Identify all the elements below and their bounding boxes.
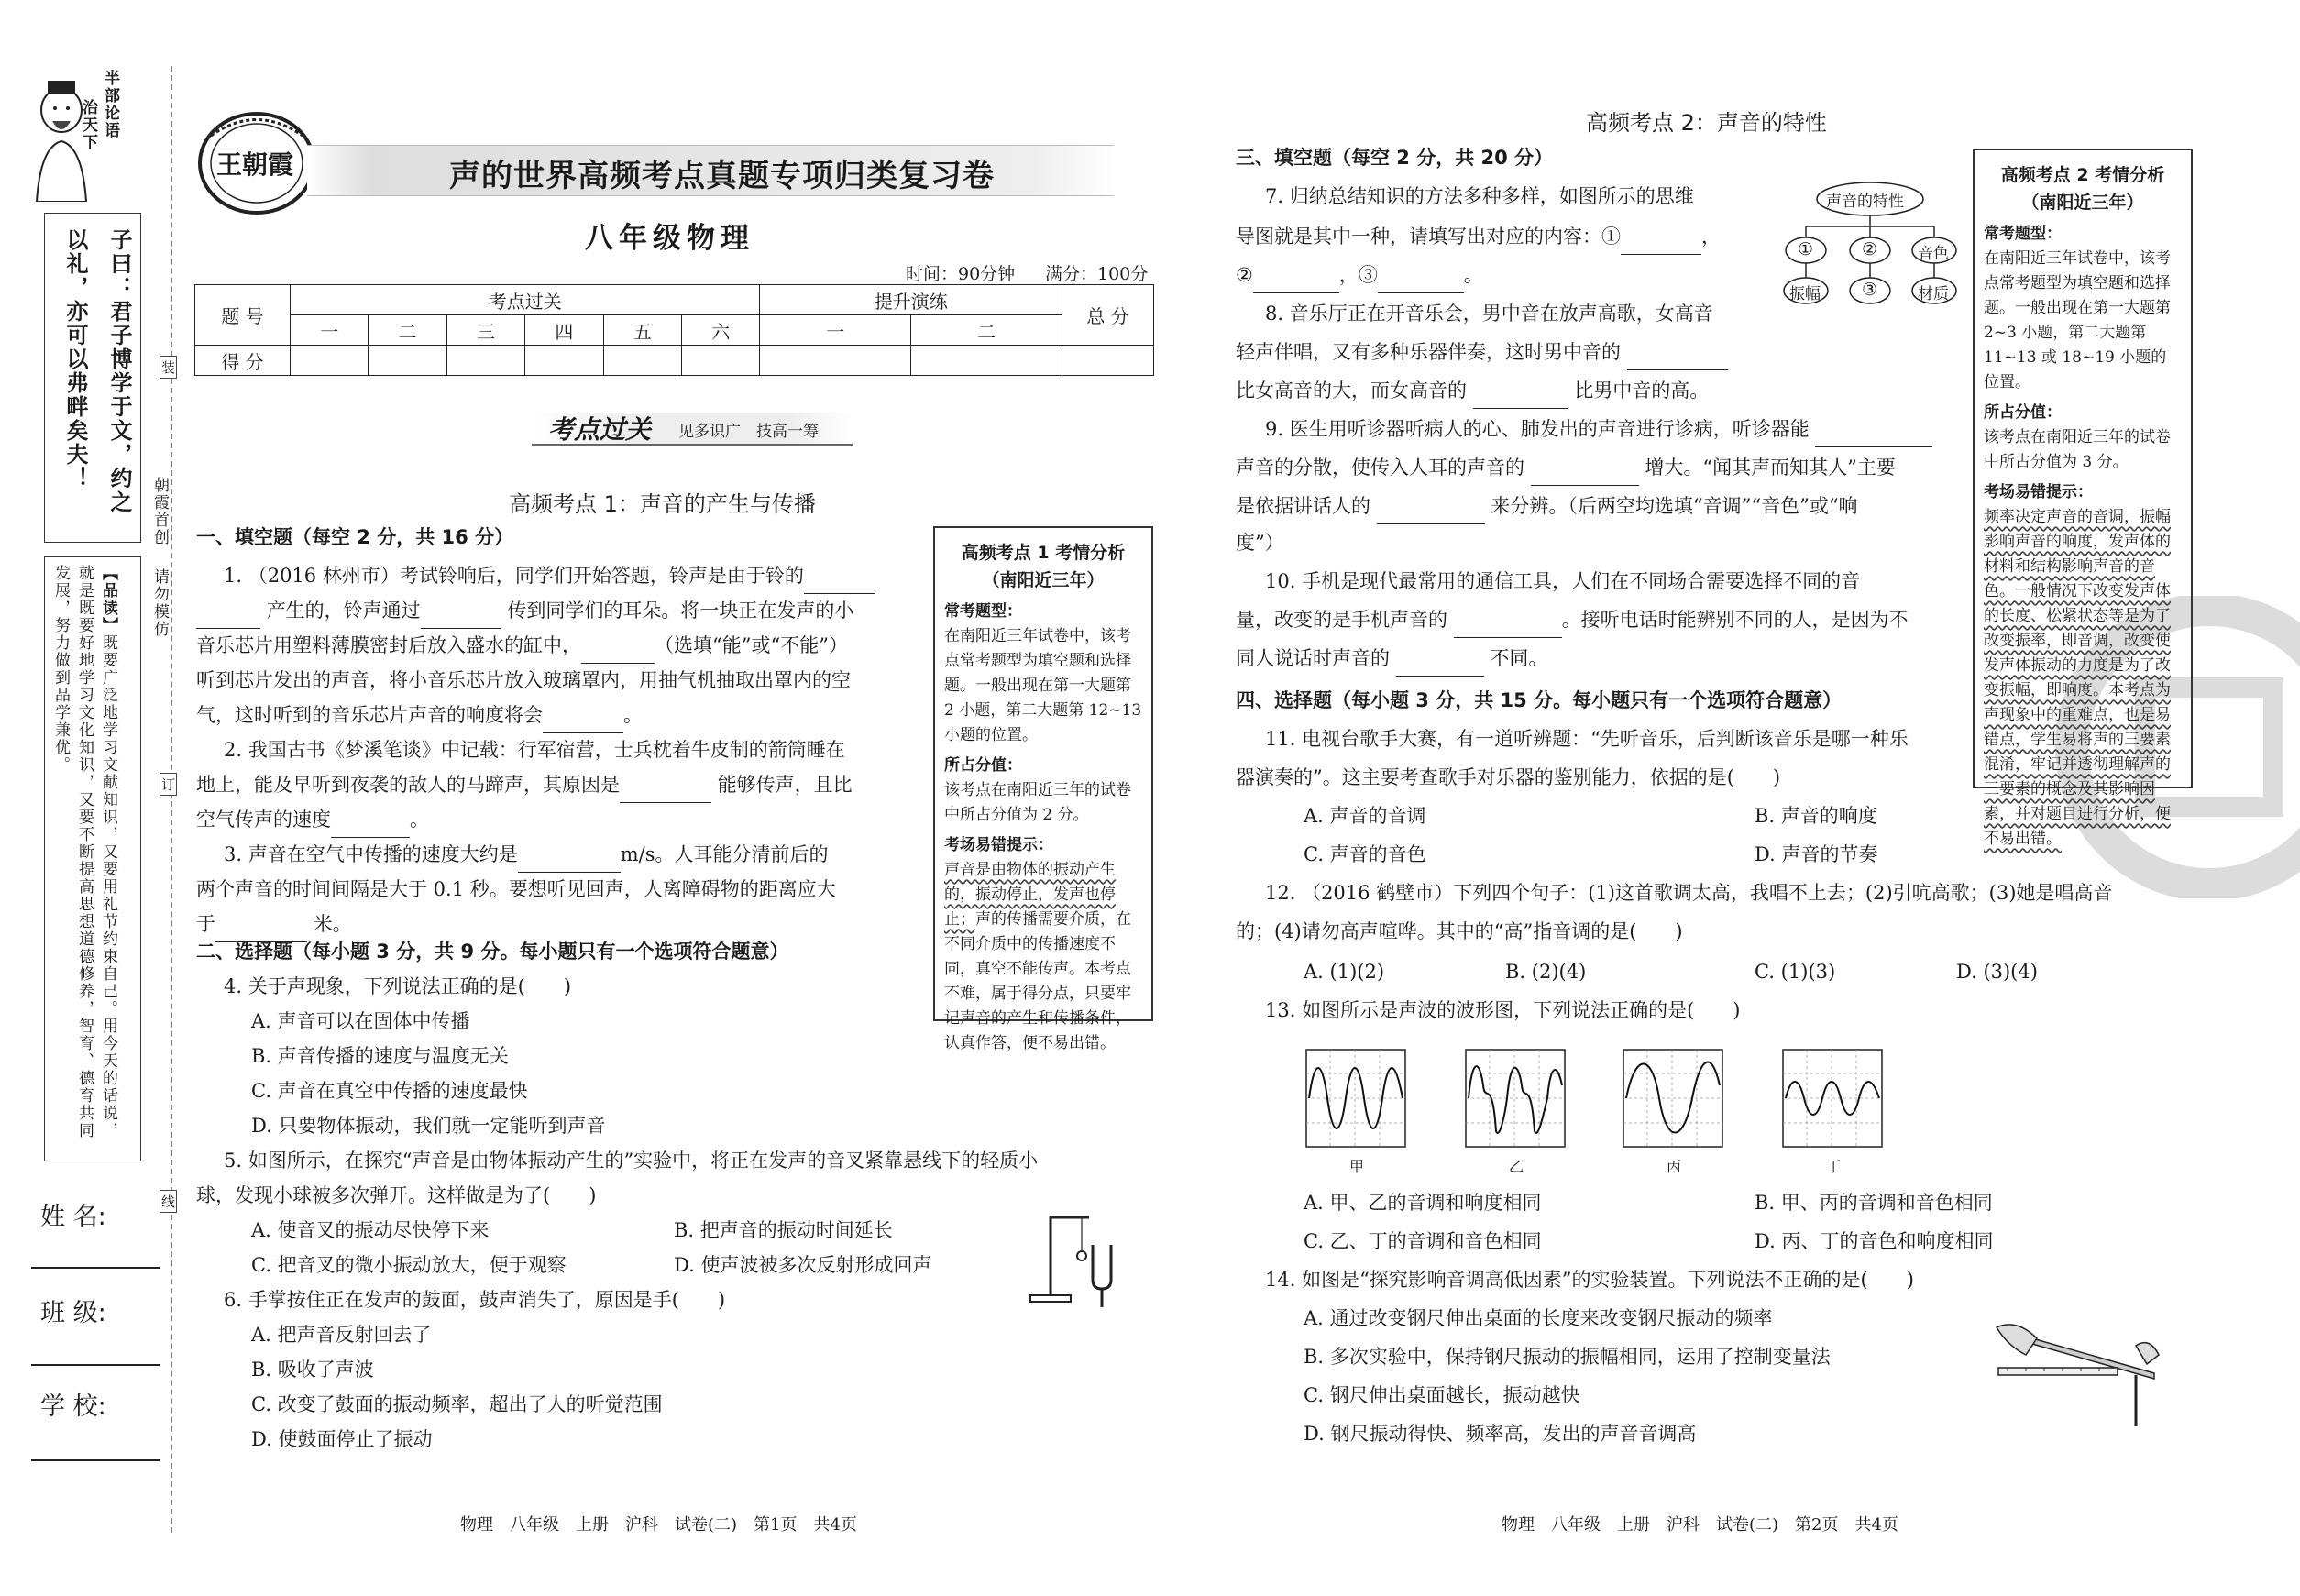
watermark-seal [2026,596,2300,898]
waveform-label-jia: 甲 [1349,1158,1365,1175]
left-strip [28,66,142,1166]
q12-option-c[interactable]: C. (1)(3) [1755,961,1836,983]
score-col: 四 [525,315,603,346]
score-cell[interactable] [682,346,760,376]
q11-option-c[interactable]: C. 声音的音色 [1304,843,1426,865]
q4-option-d[interactable]: D. 只要物体振动，我们就一定能听到声音 [251,1115,606,1137]
score-cell[interactable] [760,346,911,376]
analysis-box-1-t3: 声音是由物体的振动产生的，振动停止，发声也停止；声的传播需要介质，在不同介质中的传播速度不同，真空不能传声。本考点不难，属于得分点，只要牢记声音的产生和传播条件，认真作答，便不易出错。 [944,861,1131,1052]
analysis-box-2-t3: 频率决定声音的音调，振幅影响声音的响度，发声体的材料和结构影响声音的音色。一般情况下改变发声体的长度、松紧状态等是为了改变振率，即音调，改变使发声体振动的力度是为了改变振幅，即响度。本考点为声现象中的重难点，也是易错点，学生易将声的三要素混淆，牢记并透彻理解声的三要素的概念及其影响因素，并对题目进行分析，便不易出错。 [1984,508,2171,848]
section2-title: 高频考点 2：声音的特性 [1586,110,1827,136]
q10-line3: 同人说话时声音的 不同。 [1236,640,1547,677]
score-col: 一 [760,315,911,346]
q4-option-b[interactable]: B. 声音传播的速度与温度无关 [251,1045,509,1067]
q13-option-b[interactable]: B. 甲、丙的音调和音色相同 [1755,1192,1993,1214]
mindmap-node-3: 音色 [1918,245,1949,263]
q4-option-a[interactable]: A. 声音可以在固体中传播 [251,1010,470,1032]
q13-stem: 13. 如图所示是声波的波形图，下列说法正确的是( ) [1265,999,1741,1021]
q10-line1: 10. 手机是现代最常用的通信工具，人们在不同场合需要选择不同的音 [1265,570,1861,592]
q6-stem: 6. 手掌按住正在发声的鼓面，鼓声消失了，原因是手( ) [224,1289,726,1311]
q1-line2: 产生的，铃声通过 传到同学们的耳朵。将一块正在发声的小 [196,592,853,629]
q9-line2: 声音的分散，使传入人耳的声音的 增大。“闻其声而知其人”主要 [1236,449,1896,486]
score-cell[interactable] [369,346,446,376]
q2-line3: 空气传声的速度 。 [196,801,429,838]
q9-line3: 是依据讲话人的 来分辨。（后两空均选填“音调”“音色”或“响 [1236,488,1858,524]
q3-line2: 两个声音的时间间隔是大于 0.1 秒。要想听见回声，人离障碍物的距离应大 [196,878,836,900]
mindmap-node-2: ② [1862,239,1878,259]
waveform-yi [1465,1049,1566,1150]
q10-line2: 量，改变的是手机声音的 。接听电话时能辨别不同的人，是因为不 [1236,601,1909,638]
brand-logo [193,108,321,216]
seal-mark-1: 装 [160,356,177,379]
waveform-label-bing: 丙 [1667,1158,1682,1175]
score-col: 二 [369,315,446,346]
brand-name: 王朝霞 [216,149,294,180]
q5-option-d[interactable]: D. 使声波被多次反射形成回声 [674,1254,932,1276]
q12-line1: 12. （2016 鹤壁市）下列四个句子：(1)这首歌调太高，我唱不上去；(2)引吭高歌；(3)她是唱高音 [1265,882,2113,904]
page-title: 声的世界高频考点真题专项归类复习卷 [449,158,995,194]
analysis-box-1-subtitle: （南阳近三年） [982,570,1105,590]
class-field[interactable] [31,1364,160,1366]
q2-line1: 2. 我国古书《梦溪笔谈》中记载：行军宿营，士兵枕着牛皮制的箭筒睡在 [224,739,845,761]
q14-option-a[interactable]: A. 通过改变钢尺伸出桌面的长度来改变钢尺振动的频率 [1304,1307,1773,1329]
q13-option-c[interactable]: C. 乙、丁的音调和音色相同 [1304,1230,1542,1252]
q4-option-c[interactable]: C. 声音在真空中传播的速度最快 [251,1080,528,1102]
waveform-ding [1782,1049,1883,1150]
q12-line2: 的；(4)请勿高声喧哗。其中的“高”指音调的是( ) [1236,920,1683,942]
q7-line3: ② ，③ 。 [1236,257,1483,293]
waveform-bing [1623,1049,1723,1150]
analysis-box-1-h1: 常考题型： [944,602,1022,621]
score-col: 二 [911,315,1062,346]
q8-line3: 比女高音的大，而女高音的 比男中音的高。 [1236,372,1709,409]
q3-line3: 于 米。 [196,906,352,942]
seal-mark-3: 线 [160,1190,177,1213]
analysis-box-2-title: 高频考点 2 考情分析 [2000,165,2165,185]
score-row-label: 得 分 [195,346,291,376]
part4-heading: 四、选择题（每小题 3 分，共 15 分。每小题只有一个选项符合题意） [1236,689,1843,711]
series-title-2: 治天下 [79,99,97,151]
q13-option-a[interactable]: A. 甲、乙的音调和响度相同 [1304,1192,1542,1214]
q1-line4: 听到芯片发出的声音，将小音乐芯片放入玻璃罩内，用抽气机抽取出罩内的空 [196,669,851,691]
analysis-box-2-subtitle: （南阳近三年） [2021,193,2144,213]
q11-option-b[interactable]: B. 声音的响度 [1755,805,1877,827]
q14-option-d[interactable]: D. 钢尺振动得快、频率高，发出的声音音调高 [1304,1423,1697,1445]
name-label: 姓 名: [40,1203,106,1231]
reading-box [44,556,141,1161]
score-total: 总 分 [1062,285,1154,346]
mindmap-root: 声音的特性 [1826,193,1904,211]
q9-line4: 度”） [1236,532,1284,554]
q1-line3: 音乐芯片用塑料薄膜密封后放入盛水的缸中， （选填“能”或“不能”） [196,627,848,664]
score-col: 一 [291,315,369,346]
q3-line1: 3. 声音在空气中传播的速度大约是 m/s。人耳能分清前后的 [224,836,828,873]
score-cell[interactable] [1062,346,1154,376]
q14-stem: 14. 如图是“探究影响音调高低因素”的实验装置。下列说法不正确的是( ) [1265,1269,1914,1291]
score-col: 五 [603,315,681,346]
q13-option-d[interactable]: D. 丙、丁的音色和响度相同 [1755,1230,1994,1252]
exam-time: 时间：90分钟 [906,264,1016,284]
analysis-box-2-h3: 考场易错提示： [1984,483,2093,501]
mindmap-node-1: ① [1798,239,1814,259]
score-group-1: 考点过关 [291,285,760,315]
series-title: 半部论语 [101,70,119,139]
score-cell[interactable] [525,346,603,376]
q11-option-a[interactable]: A. 声音的音调 [1304,805,1426,827]
subject-title: 八年级物理 [585,222,754,255]
page2-footer: 物理 八年级 上册 沪科 试卷(二) 第2页 共4页 [1502,1515,1898,1535]
analysis-box-2-h1: 常考题型： [1984,225,2062,243]
q8-line2: 轻声伴唱，又有多种乐器伴奏，这时男中音的 [1236,334,1728,370]
score-col: 三 [446,315,524,346]
q5-option-c[interactable]: C. 把音叉的微小振动放大，便于观察 [251,1254,567,1276]
binding-line [171,66,172,1533]
q7-line2: 导图就是其中一种，请填写出对应的内容：① ， [1236,218,1721,255]
section1-title: 高频考点 1：声音的产生与传播 [509,491,816,517]
school-label: 学 校: [40,1392,106,1421]
analysis-box-1-h3: 考场易错提示： [944,836,1053,854]
q9-line1: 9. 医生用听诊器听病人的心、肺发出的声音进行诊病，听诊器能 [1265,411,1932,447]
score-cell[interactable] [291,346,369,376]
score-cell[interactable] [911,346,1062,376]
analysis-box-1 [933,526,1153,1052]
q1-line1: 1. （2016 林州市）考试铃响后，同学们开始答题，铃声是由于铃的 [224,557,875,594]
score-cell[interactable] [446,346,524,376]
quote-box [44,213,141,543]
analysis-box-2-t1: 在南阳近三年试卷中，该考点常考题型为填空题和选择题。一般出现在第一大题第 2~3 小题，第二大题第 11~13 或 18~19 小题的位置。 [1984,249,2171,391]
analysis-box-1-title: 高频考点 1 考情分析 [961,543,1126,563]
analysis-box-1-t1: 在南阳近三年试卷中，该考点常考题型为填空题和选择题。一般出现在第一大题第 2 小题，第二大题第 12~13 小题的位置。 [944,627,1142,744]
q6-option-a[interactable]: A. 把声音反射回去了 [251,1324,432,1346]
q12-option-b[interactable]: B. (2)(4) [1505,961,1587,983]
q8-line1: 8. 音乐厅正在开音乐会，男中音在放声高歌，女高音 [1265,303,1713,325]
score-cell[interactable] [603,346,681,376]
name-field[interactable] [31,1267,160,1269]
q2-line2: 地上，能及早听到夜袭的敌人的马蹄声，其原因是 能够传声，且比 [196,766,853,803]
q7-line1: 7. 归纳总结知识的方法多种多样，如图所示的思维 [1265,185,1694,207]
score-table [194,284,1154,376]
analysis-box-2-h2: 所占分值： [1984,403,2062,422]
q12-option-a[interactable]: A. (1)(2) [1304,961,1385,983]
mindmap-child-3: 材质 [1918,285,1949,303]
notice-a: 朝霞首创 [150,477,169,546]
banner-sub: 见多识广 技高一筹 [678,423,819,441]
q11-line2: 器演奏的”。这主要考查歌手对乐器的鉴别能力，依据的是( ) [1236,766,1781,788]
quote-line-b: 以礼，亦可以弗畔矣夫！ [62,228,88,490]
q14-option-b[interactable]: B. 多次实验中，保持钢尺振动的振幅相同，运用了控制变量法 [1304,1346,1831,1368]
mind-map [1778,179,1962,314]
school-field[interactable] [31,1459,160,1461]
q5-line1: 5. 如图所示，在探究“声音是由物体振动产生的”实验中，将正在发声的音叉紧靠悬线下的轻质小 [224,1150,1039,1172]
tuning-fork-figure [1025,1208,1126,1314]
quote-line-a: 子曰：君子博学于文，约之 [106,228,132,514]
analysis-box-2-t2: 该考点在南阳近三年的试卷中所占分值为 3 分。 [1984,428,2171,471]
reading-text: 【品读】既要广泛地学习文献知识，又要用礼节约束自己。用今天的话说，就是既要好地学习文化知识，又要不断提高思想道德修养，智育、德育共同发展，努力做到品学兼优。 [51,565,117,1139]
waveform-label-ding: 丁 [1826,1158,1842,1175]
q5-option-b[interactable]: B. 把声音的振动时间延长 [674,1219,893,1241]
notice-b: 请勿模仿 [150,568,169,638]
q12-option-d[interactable]: D. (3)(4) [1956,961,2038,983]
class-label: 班 级: [40,1299,106,1327]
q6-option-c[interactable]: C. 改变了鼓面的振动频率，超出了人的听觉范围 [251,1393,663,1415]
seal-mark-2: 订 [160,773,177,796]
q6-option-b[interactable]: B. 吸收了声波 [251,1359,374,1381]
banner-main: 考点过关 [548,414,652,445]
score-group-2: 提升演练 [760,285,1062,315]
exam-full-score: 满分：100分 [1045,264,1149,284]
mindmap-child-1: 振幅 [1789,285,1821,303]
part1-heading: 一、填空题（每空 2 分，共 16 分） [196,526,514,548]
q4-stem: 4. 关于声现象，下列说法正确的是( ) [224,975,572,997]
mindmap-child-2: ③ [1862,280,1878,300]
page1-footer: 物理 八年级 上册 沪科 试卷(二) 第1页 共4页 [460,1515,857,1535]
analysis-box-1-t2: 该考点在南阳近三年的试卷中所占分值为 2 分。 [944,781,1131,824]
ruler-experiment-figure [1989,1318,2163,1428]
part3-heading: 三、填空题（每空 2 分，共 20 分） [1236,147,1554,169]
waveform-label-yi: 乙 [1509,1158,1524,1175]
q6-option-d[interactable]: D. 使鼓面停止了振动 [251,1428,433,1450]
q5-option-a[interactable]: A. 使音叉的振动尽快停下来 [251,1219,490,1241]
q11-option-d[interactable]: D. 声音的节奏 [1755,843,1878,865]
analysis-box-1-h2: 所占分值： [944,756,1022,775]
q1-line5: 气，这时听到的音乐芯片声音的响度将会 。 [196,697,643,733]
score-table-header: 题 号 [195,285,291,346]
q14-option-c[interactable]: C. 钢尺伸出桌面越长，振动越快 [1304,1384,1580,1406]
q5-line2: 球，发现小球被多次弹开。这样做是为了( ) [196,1184,597,1206]
score-col: 六 [682,315,760,346]
part2-heading: 二、选择题（每小题 3 分，共 9 分。每小题只有一个选项符合题意） [196,941,789,963]
q11-line1: 11. 电视台歌手大赛，有一道听辨题：“先听音乐，后判断该音乐是哪一种乐 [1265,728,1909,750]
waveform-jia [1305,1049,1406,1150]
